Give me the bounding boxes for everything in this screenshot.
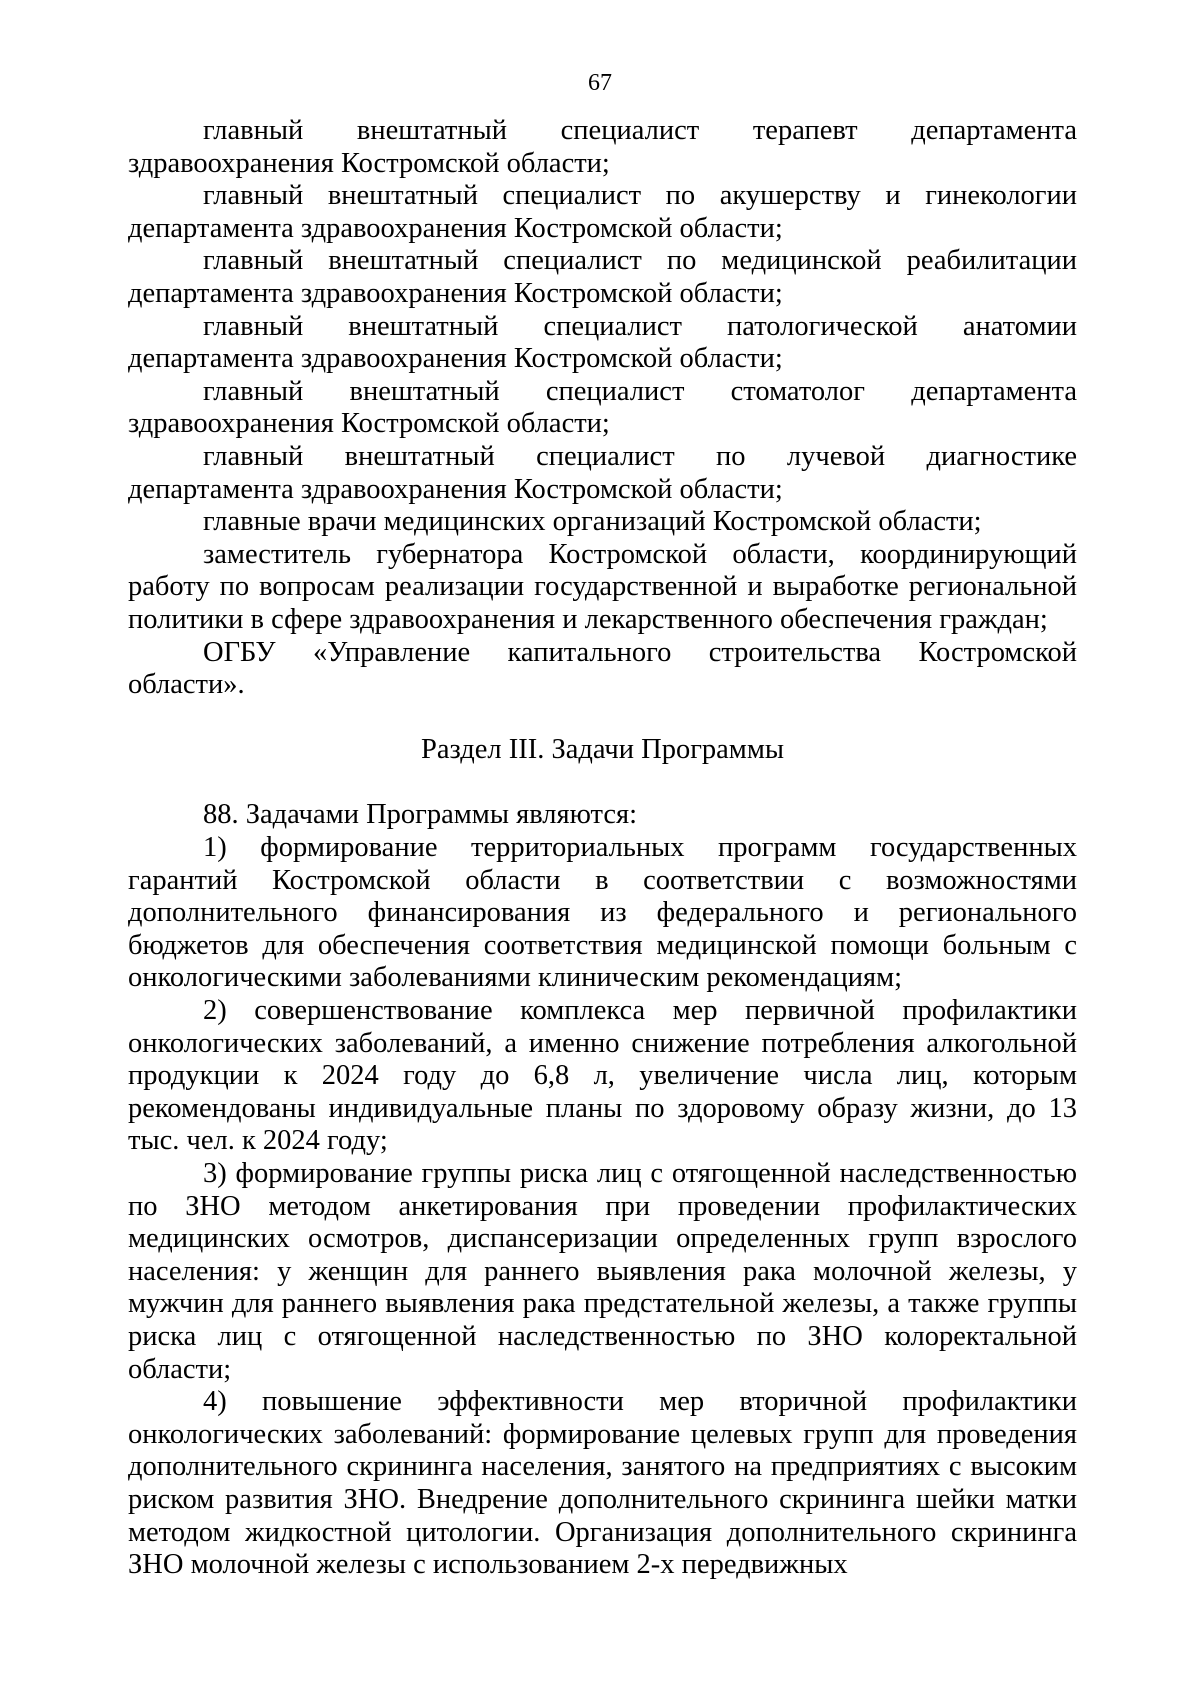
paragraph: ОГБУ «Управление капитального строительства Костромской области». bbox=[128, 636, 1077, 701]
paragraph: главный внештатный специалист стоматолог департамента здравоохранения Костромской области; bbox=[128, 375, 1077, 440]
paragraph: главный внештатный специалист патологической анатомии департамента здравоохранения Костромской области; bbox=[128, 310, 1077, 375]
paragraph: 3) формирование группы риска лиц с отягощенной наследственностью по ЗНО методом анкетирования при проведении профилактических медицинских осмотров, диспансеризации определенных групп взрослого населения: у женщин для раннего выявления рака молочной железы, у мужчин для раннего выявления рака предстательной железы, а также группы риска лиц с отягощенной наследственностью по ЗНО колоректальной области; bbox=[128, 1158, 1077, 1385]
paragraph: 2) совершенствование комплекса мер первичной профилактики онкологических заболеваний, а именно снижение потребления алкогольной продукции к 2024 году до 6,8 л, увеличение числа лиц, которым рекомендованы индивидуальные планы по здоровому образу жизни, до 13 тыс. чел. к 2024 году; bbox=[128, 995, 1077, 1157]
paragraph: главный внештатный специалист по медицинской реабилитации департамента здравоохранения Костромской области; bbox=[128, 245, 1077, 309]
paragraph: 88. Задачами Программы являются: bbox=[203, 799, 638, 831]
document-body bbox=[128, 115, 1077, 1582]
paragraph: заместитель губернатора Костромской области, координирующий работу по вопросам реализации государственной и выработке региональной политики в сфере здравоохранения и лекарственного обеспечения граждан; bbox=[128, 538, 1077, 635]
spacer bbox=[128, 702, 1077, 735]
paragraph: главный внештатный специалист по лучевой диагностике департамента здравоохранения Костромской области; bbox=[128, 440, 1077, 505]
section-heading: Раздел III. Задачи Программы bbox=[421, 734, 784, 766]
paragraph: главный внештатный специалист по акушерству и гинекологии департамента здравоохранения Костромской области; bbox=[128, 180, 1077, 244]
spacer bbox=[128, 767, 1077, 800]
paragraph: 4) повышение эффективности мер вторичной профилактики онкологических заболеваний: формирование целевых групп для проведения дополнительного скрининга населения, занятого на предприятиях с высоким риском развития ЗНО. Внедрение дополнительного скрининга шейки матки методом жидкостной цитологии. Организация дополнительного скрининга ЗНО молочной железы с использованием 2-х передвижных bbox=[128, 1386, 1077, 1581]
paragraph: 1) формирование территориальных программ государственных гарантий Костромской области в соответствии с возможностями дополнительного финансирования из федерального и регионального бюджетов для обеспечения соответствия медицинской помощи больным с онкологическими заболеваниями клиническим рекомендациям; bbox=[128, 832, 1077, 994]
paragraph: главный внештатный специалист терапевт департамента здравоохранения Костромской области; bbox=[128, 115, 1077, 179]
paragraph: главные врачи медицинских организаций Костромской области; bbox=[203, 506, 982, 538]
page-number: 67 bbox=[588, 70, 612, 96]
